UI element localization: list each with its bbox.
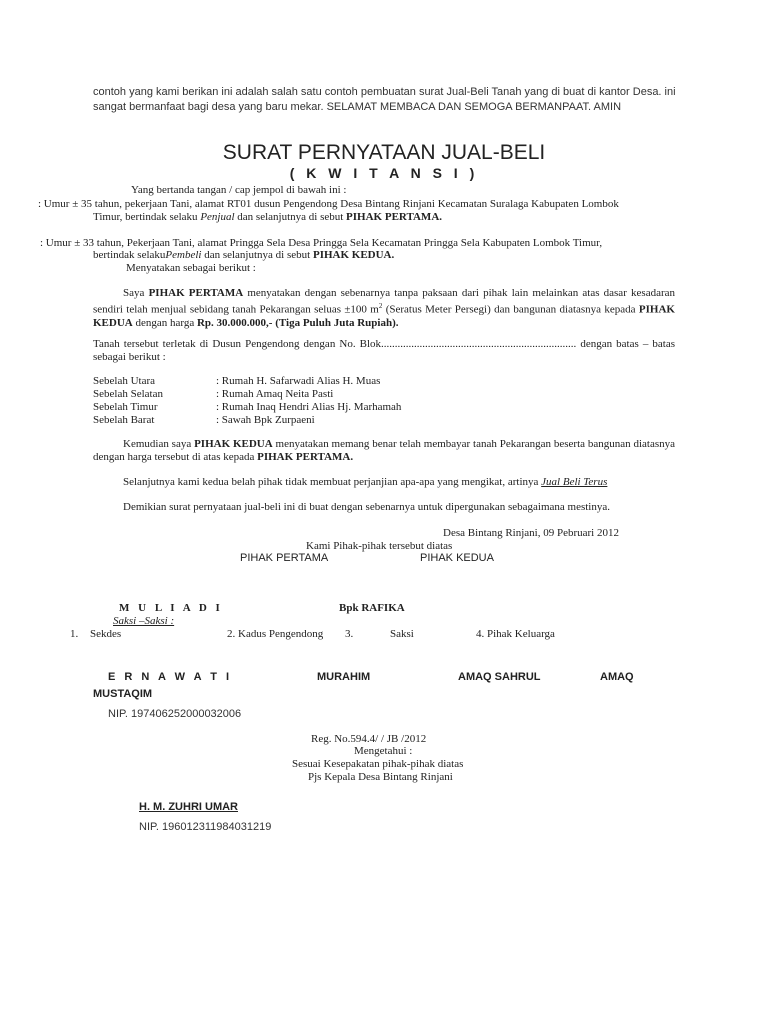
party2-text-a: bertindak selaku (93, 249, 166, 261)
para4-text-a: Selanjutnya kami kedua belah pihak tidak membuat perjanjian apa-apa yang mengikat, artinya (123, 476, 542, 488)
witness-role-4: 4. Pihak Keluarga (476, 628, 555, 640)
border-value-west: : Sawah Bpk Zurpaeni (216, 414, 315, 426)
witness-name-3: AMAQ SAHRUL (458, 671, 541, 683)
head-nip: NIP. 196012311984031219 (139, 821, 272, 833)
sale-paragraph (93, 287, 675, 330)
declare-line: Menyatakan sebagai berikut : (126, 262, 256, 274)
payment-paragraph (93, 438, 675, 464)
sign-name-second: Bpk RAFIKA (339, 602, 405, 614)
border-value-east: : Rumah Inaq Hendri Alias Hj. Marhamah (216, 401, 402, 413)
witness-nip: NIP. 197406252000032006 (108, 708, 242, 720)
known-line: Mengetahui : (354, 745, 413, 757)
witness-role-3: Saksi (390, 628, 414, 640)
witness-role-2: 2. Kadus Pengendong (227, 628, 324, 640)
party2-role: Pembeli (165, 249, 202, 261)
parties-line: Kami Pihak-pihak tersebut diatas (306, 540, 453, 552)
sign-label-first: PIHAK PERTAMA (240, 552, 329, 564)
location-paragraph: Tanah tersebut terletak di Dusun Pengendong dengan No. Blok....................................................................... dengan batas – batas sebagai berikut : (93, 338, 675, 363)
opening-line: Yang bertanda tangan / cap jempol di bawah ini : (131, 184, 347, 196)
head-name: H. M. ZUHRI UMAR (139, 801, 238, 813)
border-value-south: : Rumah Amaq Neita Pasti (216, 388, 334, 400)
closing-paragraph: Demikian surat pernyataan jual-beli ini di buat dengan sebenarnya untuk dipergunakan sebagaimana mestinya. (123, 501, 610, 513)
document-subtitle: ( K W I T A N S I ) (289, 165, 479, 181)
witness-num-3: 3. (345, 628, 354, 640)
party1-text-b: dan selanjutnya di sebut (234, 211, 347, 223)
place-date: Desa Bintang Rinjani, 09 Pebruari 2012 (443, 527, 619, 539)
witness-role-1: Sekdes (90, 628, 122, 640)
party1-line2 (93, 211, 442, 223)
agreement-paragraph (123, 476, 607, 488)
head-title: Pjs Kepala Desa Bintang Rinjani (308, 771, 453, 783)
sale-price: Rp. 30.000.000,- (Tiga Puluh Juta Rupiah). (196, 316, 399, 329)
border-side-south: Sebelah Selatan (93, 388, 163, 400)
para1-pihak-kedua: PIHAK KEDUA (93, 303, 675, 329)
sign-name-first: M U L I A D I (119, 602, 223, 614)
registration-number: Reg. No.594.4/ / JB /2012 (311, 733, 427, 745)
para1-text-d: dengan harga (132, 316, 197, 329)
para1-pihak-pertama: PIHAK PERTAMA (148, 287, 244, 299)
agreement-line: Sesuai Kesepakatan pihak-pihak diatas (292, 758, 464, 770)
border-side-north: Sebelah Utara (93, 375, 155, 387)
party2-line1: : Umur ± 33 tahun, Pekerjaan Tani, alamat Pringga Sela Desa Pringga Sela Kecamatan Pringga Sela Kabupaten Lombok Timur, (40, 237, 603, 249)
party2-text-b: dan selanjutnya di sebut (201, 249, 313, 261)
border-side-east: Sebelah Timur (93, 401, 158, 413)
para3-pihak-kedua: PIHAK KEDUA (194, 438, 273, 450)
witness-name-4a: AMAQ (600, 671, 634, 683)
witness-heading: Saksi –Saksi : (113, 615, 175, 627)
para1-text-b: menyatakan dengan sebenarnya tanpa paksaan dari pihak lain melainkan atas dasar kesadaran sendiri telah menjual sebidang tanah Pekarangan seluas ±100 m (93, 287, 676, 316)
para3-pihak-pertama: PIHAK PERTAMA. (257, 451, 354, 463)
witness-name-2: MURAHIM (317, 671, 371, 683)
border-side-west: Sebelah Barat (93, 414, 155, 426)
document-title: SURAT PERNYATAAN JUAL-BELI (222, 141, 546, 164)
party1-line1: : Umur ± 35 tahun, pekerjaan Tani, alamat RT01 dusun Pengendong Desa Bintang Rinjani Kecamatan Suralaga Kabupaten Lombok (38, 198, 619, 210)
para3-text-a: Kemudian saya (123, 438, 195, 450)
para1-sup: 2 (378, 302, 383, 310)
witness-num-1: 1. (70, 628, 79, 640)
witness-name-4b: MUSTAQIM (93, 688, 153, 700)
para1-text-a: Saya (123, 287, 149, 299)
border-value-north: : Rumah H. Safarwadi Alias H. Muas (216, 375, 381, 387)
para3-text-b: menyatakan memang benar telah membayar tanah Pekarangan beserta bangunan diatasnya dengan harga tersebut di atas kepada (93, 438, 676, 463)
party2-label: PIHAK KEDUA. (312, 249, 395, 261)
para4-term: Jual Beli Terus (541, 476, 608, 488)
sign-label-second: PIHAK KEDUA (420, 552, 494, 564)
party1-role: Penjual (200, 211, 235, 223)
witness-name-1: E R N A W A T I (108, 671, 233, 683)
party1-text-a: Timur, bertindak selaku (93, 211, 201, 223)
party1-label: PIHAK PERTAMA. (346, 211, 443, 223)
party2-line2 (93, 249, 394, 261)
intro-note: contoh yang kami berikan ini adalah salah satu contoh pembuatan surat Jual-Beli Tanah yang di buat di kantor Desa. ini sangat bermanfaat bagi desa yang baru mekar. SELAMAT MEMBACA DAN SEMOGA BERMANPAAT. AMIN (93, 86, 676, 113)
para1-text-c: (Seratus Meter Persegi) dan bangunan diatasnya kepada (382, 303, 639, 316)
